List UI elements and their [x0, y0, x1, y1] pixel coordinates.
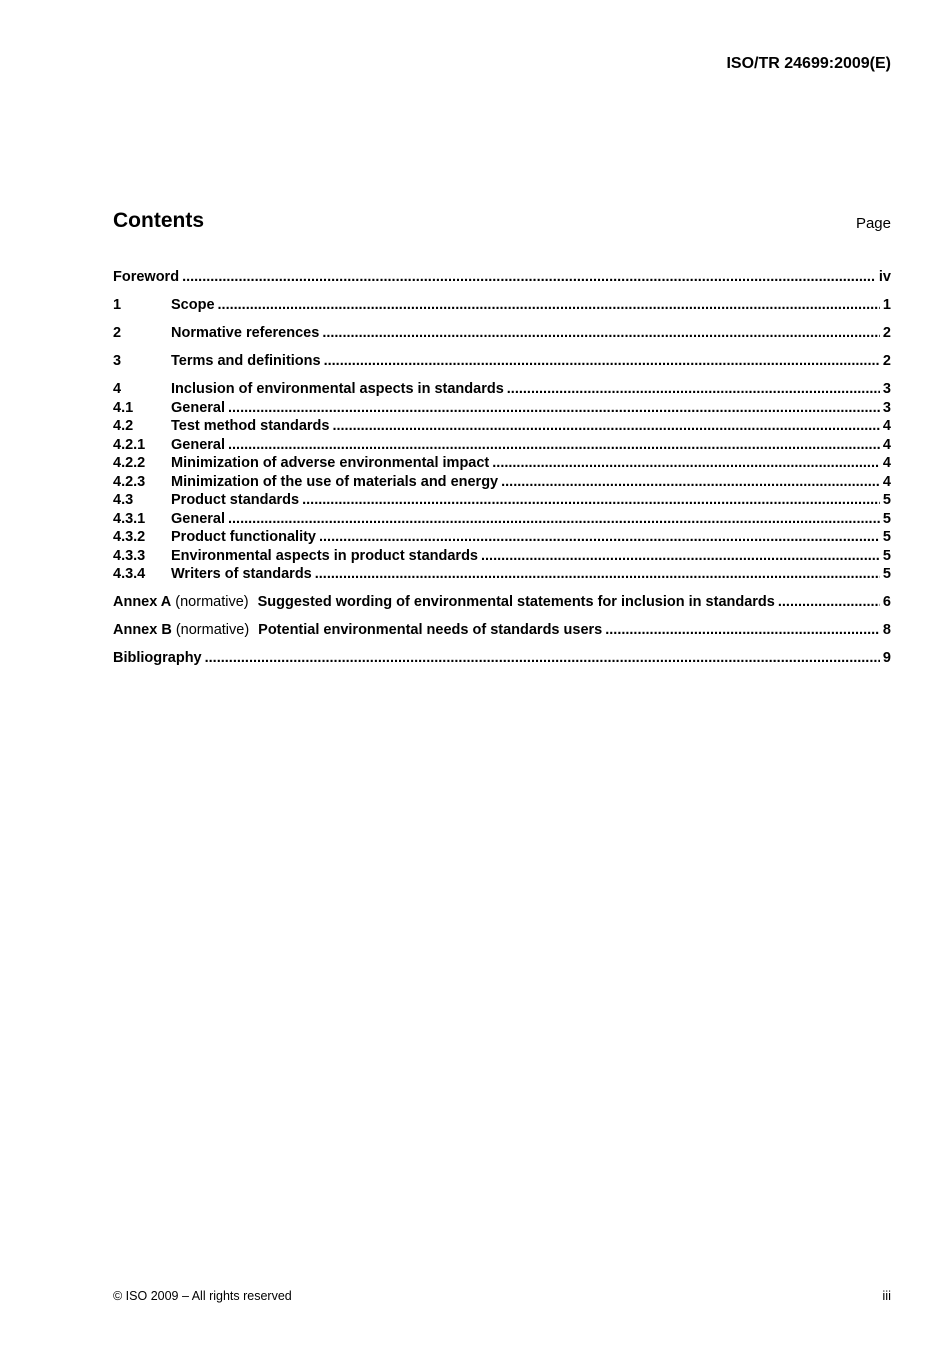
document-id: ISO/TR 24699:2009(E) — [726, 55, 891, 72]
dot-leader — [492, 454, 880, 473]
dot-leader — [228, 510, 880, 529]
dot-leader — [228, 436, 880, 455]
contents-heading: Contents — [113, 209, 204, 232]
toc-title: General — [171, 436, 225, 453]
toc-page: 4 — [882, 418, 891, 434]
toc-number: 4.2.1 — [113, 436, 146, 453]
toc-title: Potential environmental needs of standards users — [258, 622, 603, 638]
toc-page: 3 — [882, 399, 891, 416]
page-column-label: Page — [855, 215, 891, 232]
toc-title: Foreword — [113, 269, 180, 285]
toc-page: 1 — [882, 297, 891, 313]
dot-leader — [319, 528, 880, 547]
toc-page: 2 — [882, 325, 891, 341]
dot-leader — [302, 491, 880, 510]
table-of-contents — [113, 268, 891, 668]
toc-title: Product functionality — [171, 529, 316, 545]
toc-page: 4 — [882, 455, 891, 471]
annex-kind: (normative) — [175, 594, 249, 610]
toc-page: 5 — [882, 492, 891, 508]
toc-title: General — [171, 510, 225, 527]
toc-page: 4 — [882, 473, 891, 490]
toc-page: 2 — [882, 353, 891, 369]
toc-number: 4 — [113, 381, 122, 397]
toc-page: 4 — [882, 436, 891, 453]
toc-page: 5 — [882, 529, 891, 545]
toc-title: Terms and definitions — [171, 353, 321, 369]
toc-page: 8 — [882, 622, 891, 638]
toc-entry-4-3-4[interactable] — [113, 565, 891, 584]
toc-number: 4.2.2 — [113, 455, 146, 471]
dot-leader — [481, 547, 880, 566]
toc-number: 4.3 — [113, 492, 134, 508]
dot-leader — [218, 296, 880, 315]
toc-entry-4-3[interactable] — [113, 491, 891, 510]
toc-title: Inclusion of environmental aspects in standards — [171, 381, 504, 397]
toc-entry-4-2-2[interactable] — [113, 454, 891, 473]
toc-number: 4.2 — [113, 418, 134, 434]
toc-page: 6 — [882, 594, 891, 610]
toc-entry-4-2[interactable] — [113, 417, 891, 436]
dot-leader — [228, 399, 880, 418]
toc-entry-4-3-3[interactable] — [113, 547, 891, 566]
toc-number: 4.3.4 — [113, 566, 146, 582]
toc-title: Product standards — [171, 492, 300, 508]
toc-number: 2 — [113, 325, 122, 341]
dot-leader — [322, 324, 880, 343]
toc-entry-4-1[interactable] — [113, 399, 891, 418]
copyright-notice: © ISO 2009 – All rights reserved — [113, 1289, 292, 1303]
toc-page: 3 — [882, 381, 891, 397]
toc-page: 5 — [882, 566, 891, 582]
toc-number: 4.3.1 — [113, 510, 146, 527]
toc-entry-1[interactable] — [113, 296, 891, 315]
dot-leader — [501, 473, 880, 492]
toc-page: iv — [878, 269, 891, 285]
toc-title: Minimization of the use of materials and energy — [171, 473, 499, 490]
toc-entry-foreword[interactable] — [113, 268, 891, 287]
dot-leader — [315, 565, 880, 584]
toc-page: 9 — [882, 650, 891, 666]
toc-title: Environmental aspects in product standards — [171, 547, 478, 564]
toc-title: Test method standards — [171, 418, 330, 434]
toc-entry-4-3-1[interactable] — [113, 510, 891, 529]
annex-label: Annex B — [113, 622, 172, 638]
toc-title: Normative references — [171, 325, 320, 341]
dot-leader — [324, 352, 880, 371]
dot-leader — [182, 268, 876, 287]
toc-entry-4-2-1[interactable] — [113, 436, 891, 455]
toc-page: 5 — [882, 510, 891, 527]
toc-entry-4[interactable] — [113, 380, 891, 399]
toc-number: 4.1 — [113, 399, 134, 416]
toc-number: 3 — [113, 353, 122, 369]
page-number: iii — [882, 1288, 891, 1303]
toc-number: 1 — [113, 297, 122, 313]
toc-number: 4.3.2 — [113, 529, 146, 545]
toc-number: 4.3.3 — [113, 547, 146, 564]
toc-title: Bibliography — [113, 650, 202, 666]
toc-entry-annex-b[interactable] — [113, 621, 891, 640]
dot-leader — [332, 417, 879, 436]
dot-leader — [605, 621, 880, 640]
toc-title: Writers of standards — [171, 566, 312, 582]
toc-entry-4-3-2[interactable] — [113, 528, 891, 547]
annex-kind: (normative) — [175, 622, 250, 638]
toc-entry-annex-a[interactable] — [113, 593, 891, 612]
toc-entry-bibliography[interactable] — [113, 649, 891, 668]
dot-leader — [507, 380, 880, 399]
toc-title: General — [171, 399, 225, 416]
toc-title: Minimization of adverse environmental impact — [171, 455, 490, 471]
toc-entry-3[interactable] — [113, 352, 891, 371]
toc-title: Scope — [171, 297, 215, 313]
toc-number: 4.2.3 — [113, 473, 146, 490]
toc-title: Suggested wording of environmental statements for inclusion in standards — [257, 594, 775, 610]
toc-page: 5 — [882, 547, 891, 564]
toc-entry-4-2-3[interactable] — [113, 473, 891, 492]
dot-leader — [778, 593, 880, 612]
annex-label: Annex A — [113, 594, 172, 610]
dot-leader — [205, 649, 880, 668]
toc-entry-2[interactable] — [113, 324, 891, 343]
